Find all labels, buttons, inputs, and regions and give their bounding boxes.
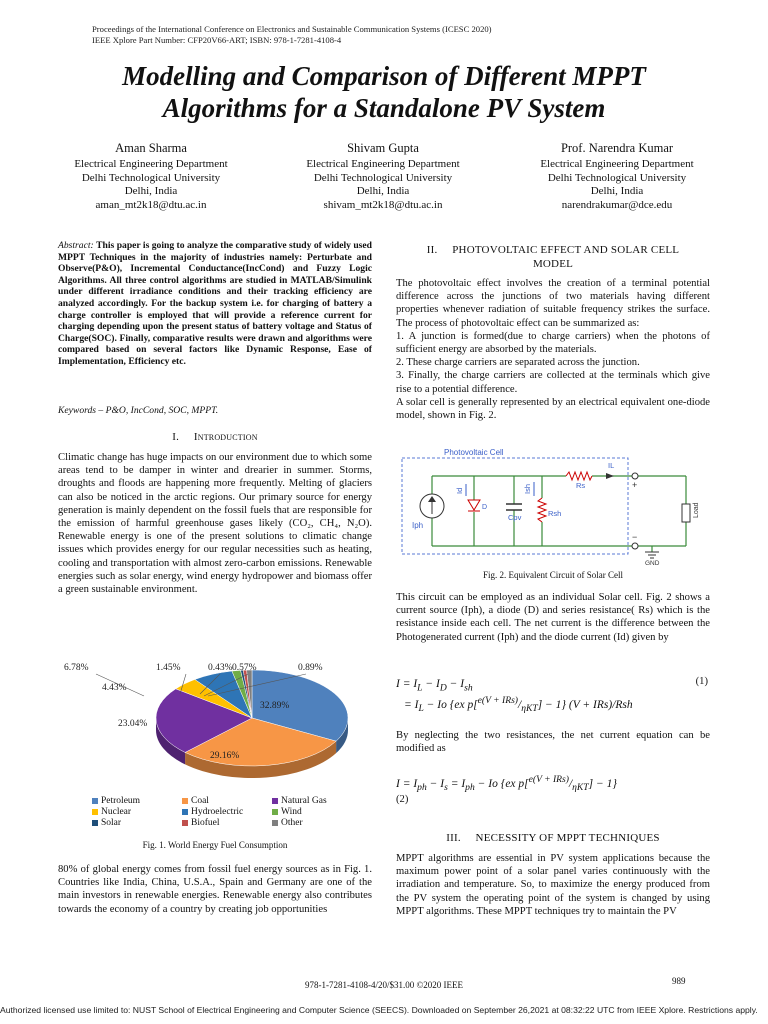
legend-item-coal [182,796,209,807]
pie-data-label: 0.57% [232,663,257,673]
author-dept: Electrical Engineering Department [306,158,460,170]
id-label: Id [455,487,464,494]
author-location: Delhi, India [356,185,410,198]
proceedings-header: Proceedings of the International Conference on Electronics and Sustainable Communication Systems (ICESC 2020) [92,24,492,34]
abstract: Abstract: This paper is going to analyze the comparative study of widely used MPPT Techniques in the majority of industries namely: Perturbate and Observe(P&O), Incremental Conductance(IncCond) and Fuzzy Logic Algorithms. All three control algorithms are studied in MATLAB/Simulink under different irradiance conditions and their tracking efficiency are analyzed accordingly. For the backup system i.e. for charging of battery a charge controller is employed that will provide a reference current for charging depending upon the present status of battery voltage and Status of Charge(SOC). Finally, comparative results were drawn and algorithms were compared based on several factors like Dynamic Response, Ease of Implementation, Efficiency etc. [58,240,372,367]
author-univ: Delhi Technological University [81,171,221,184]
pv-paragraph-3: This circuit can be employed as an individual Solar cell. Fig. 2 shows a current source (Iph), a diode (D) and series resistance( Rs) which is the resistance inside each cell. The net current is the difference between the Photogenerated current (Iph) and the diode current (Id) given by [396,592,710,643]
section-number: I. [172,431,180,443]
pie-data-label: 29.16% [210,751,240,761]
intro-paragraph-1: Climatic change has huge impacts on our environment due to which some areas tend to be damper in winter and drearier in summer. Storms, droughts and floods are happening more frequently. Melting of glaciers can also be noticed in the arctic regions. Our primary source for energy generation is mainly dependent on the fossil fuels that are responsible for the emission of harmful greenhouse gases likely (CO₂, CH₄, N₂O). Renewable energy is one of the present solutions to climatic change issues which provides energy for our regular necessities such as heating, cooling and transportation with almost zero-carbon emissions. Renewable energies such as solar energy, wind energy hydropower and biomass offer a green sustainable environment. [58,452,372,596]
section-title-line1: PHOTOVOLTAIC EFFECT AND SOLAR CELL [452,244,680,256]
legend-label: Solar [101,818,122,828]
pie-chart-svg [62,652,368,802]
equation-1-line-1: $I = I_L - I_D - I_{sh}$ [396,678,473,694]
cpv-label: Cpv [508,513,522,522]
figure-2-circuit [396,448,710,566]
mppt-paragraph-1: MPPT algorithms are essential in PV system applications because the maximum power point of a solar panel varies continuously with the irradiation and temperature. So, to maximize the energy produced from the PV system the operating point of the system is changed by using MPPT algorithms. These MPPT techniques try to maintain the PV [396,853,710,917]
pie-data-label: 0.43% [208,663,233,673]
rs-label: Rs [576,481,586,490]
pv-paragraph-2: A solar cell is generally represented by an electrical equivalent one-diode model, shown in Fig. 2. [396,396,710,422]
negative-terminal [632,543,638,549]
pie-data-label: 6.78% [64,663,89,673]
author-name: Prof. Narendra Kumar [560,141,674,155]
series-resistor-symbol [566,472,592,480]
author-block-1 [41,140,261,212]
minus-label: − [632,532,638,542]
ish-label: Ish [523,483,532,494]
figure-1-caption: Fig. 1. World Energy Fuel Consumption [142,840,288,850]
load-label: Load [693,502,700,518]
pie-data-label: 4.43% [102,683,127,693]
author-univ: Delhi Technological University [313,171,453,184]
equation-2-number: (2) [396,794,409,805]
pie-data-label: 23.04% [118,719,148,729]
diode-symbol [468,500,480,510]
author-location: Delhi, India [124,185,178,198]
pv-cell-label: Photovoltaic Cell [444,448,504,457]
author-email[interactable]: shivam_mt2k18@dtu.ac.in [323,198,443,211]
license-notice: Authorized licensed use limited to: NUST School of Electrical Engineering and Computer Science (SEECS). Downloaded on September 26,2021 at 08:32:22 UTC from IEEE Xplore. Restrictions apply. [0,1005,758,1015]
page-number: 989 [672,976,686,986]
pie-legend [92,796,368,830]
equation-2 [396,770,710,810]
isbn-header: IEEE Xplore Part Number: CFP20V66-ART; ISBN: 978-1-7281-4108-4 [92,35,342,45]
legend-swatch [272,798,278,804]
legend-item-solar [92,818,121,829]
legend-swatch [92,809,98,815]
legend-swatch [272,809,278,815]
figure-2-caption: Fig. 2. Equivalent Circuit of Solar Cell [483,570,623,580]
legend-swatch [92,798,98,804]
section-number: III. [446,832,461,844]
legend-swatch [182,798,188,804]
iph-label: Iph [412,521,424,530]
legend-label: Nuclear [101,807,132,817]
figure-1-pie-chart [62,652,368,838]
legend-swatch [272,820,278,826]
pie-data-label: 32.89% [260,701,290,711]
legend-item-hydroelectric [182,807,243,818]
plus-label: + [632,480,638,490]
legend-label: Other [281,818,303,828]
pv-paragraph-4: By neglecting the two resistances, the net current equation can be modified as [396,730,710,755]
il-label: IL [608,461,615,470]
abstract-label: Abstract [58,240,91,251]
section-title: Introduction [193,431,258,443]
shunt-resistor-symbol [538,498,546,522]
rsh-label: Rsh [548,509,562,518]
pv-text-block [396,277,710,422]
section-title: NECESSITY OF MPPT TECHNIQUES [475,832,660,844]
section-number: II. [426,244,438,256]
author-univ: Delhi Technological University [547,171,687,184]
il-arrow [606,473,614,479]
legend-swatch [182,820,188,826]
legend-item-nuclear [92,807,131,818]
legend-label: Petroleum [101,796,141,806]
author-email[interactable]: aman_mt2k18@dtu.ac.in [95,198,207,211]
intro-paragraph-2: 80% of global energy comes from fossil fuel energy sources as in Fig. 1. Countries like India, China, U.S.A., Spain and Germany are one of the main investors in renewable energies. Renewable energy also contributes towards the economy of a country by creating job opportunities [58,864,372,915]
section-heading-introduction [58,430,372,444]
author-email[interactable]: narendrakumar@dce.edu [561,198,673,211]
author-name: Shivam Gupta [347,141,419,155]
paper-title-line1: Modelling and Comparison of Different MPPT [122,61,646,91]
section-heading-photovoltaic [396,243,710,271]
author-dept: Electrical Engineering Department [74,158,228,170]
pv-list-item-2: 2. These charge carriers are separated across the junction. [396,357,640,369]
legend-label: Coal [191,796,209,806]
legend-item-wind [272,807,302,818]
legend-item-petroleum [92,796,140,807]
equation-1-number: (1) [695,676,708,687]
legend-swatch [182,809,188,815]
paper-title-line2: Algorithms for a Standalone PV System [162,93,606,123]
legend-label: Biofuel [191,818,220,828]
pie-data-label: 0.89% [298,663,323,673]
positive-terminal [632,473,638,479]
author-location: Delhi, India [590,185,644,198]
gnd-label: GND [645,560,660,566]
copyright-footer: 978-1-7281-4108-4/20/$31.00 ©2020 IEEE [304,980,464,990]
abstract-text: This paper is going to analyze the comparative study of widely used MPPT Techniques in the majority of industries namely: Perturbate and Observe(P&O), Incremental Conductance(IncCond) and Fuzzy Logic Algorithms. All three control algorithms are studied in MATLAB/Simulink under different irradiance conditions and their tracking efficiency are analyzed accordingly. For the backup system i.e. for charging of battery a charge controller is employed that will provide a reference current for charging depending upon the present status of battery voltage and Status of Charge(SOC). Finally, comparative results were drawn and algorithms were compared based on several factors like Dynamic Response, Ease of Implementation, Efficiency etc. [58,240,372,367]
pv-list-item-3: 3. Finally, the charge carriers are collected at the terminals which give rise to a potential difference. [396,370,710,395]
author-block-2 [273,140,493,212]
author-block-3 [507,140,727,212]
pv-paragraph-1: The photovoltaic effect involves the creation of a terminal potential difference across the junctions of two materials having different properties whenever radiation of suitable frequency strikes the surface. The process of photovoltaic effect can be summarized as: [396,278,710,329]
pv-list-item-1: 1. A junction is formed(due to charge carriers) when the photons of sufficient energy are absorbed by the materials. [396,330,710,356]
load-resistor [682,504,690,522]
author-dept: Electrical Engineering Department [540,158,694,170]
author-name: Aman Sharma [115,141,187,155]
section-heading-mppt [396,831,710,845]
legend-label: Hydroelectric [191,807,244,817]
equation-1-line-2: = $I_L - Io$ {ex $p[^{e(V + IRs)}/_{\eta KT}] - 1$} (V + IRs)/Rsh [404,695,633,715]
legend-item-other [272,818,303,829]
legend-label: Natural Gas [281,796,327,806]
circuit-diagram [396,448,710,566]
legend-label: Wind [281,807,302,817]
equation-2-body: $I = I_{ph} - I_s = I_{ph} - Io$ {ex $p[^{e(V + IRs)}/_{\eta KT}] - 1$} [396,774,617,794]
pie-data-label: 1.45% [156,663,181,673]
equation-1 [396,676,710,716]
section-title-line2: MODEL [532,258,574,270]
keywords: Keywords – P&O, IncCond, SOC, MPPT. [58,405,219,416]
diode-label: D [482,504,488,511]
legend-swatch [92,820,98,826]
legend-item-biofuel [182,818,220,829]
legend-item-natural-gas [272,796,327,807]
